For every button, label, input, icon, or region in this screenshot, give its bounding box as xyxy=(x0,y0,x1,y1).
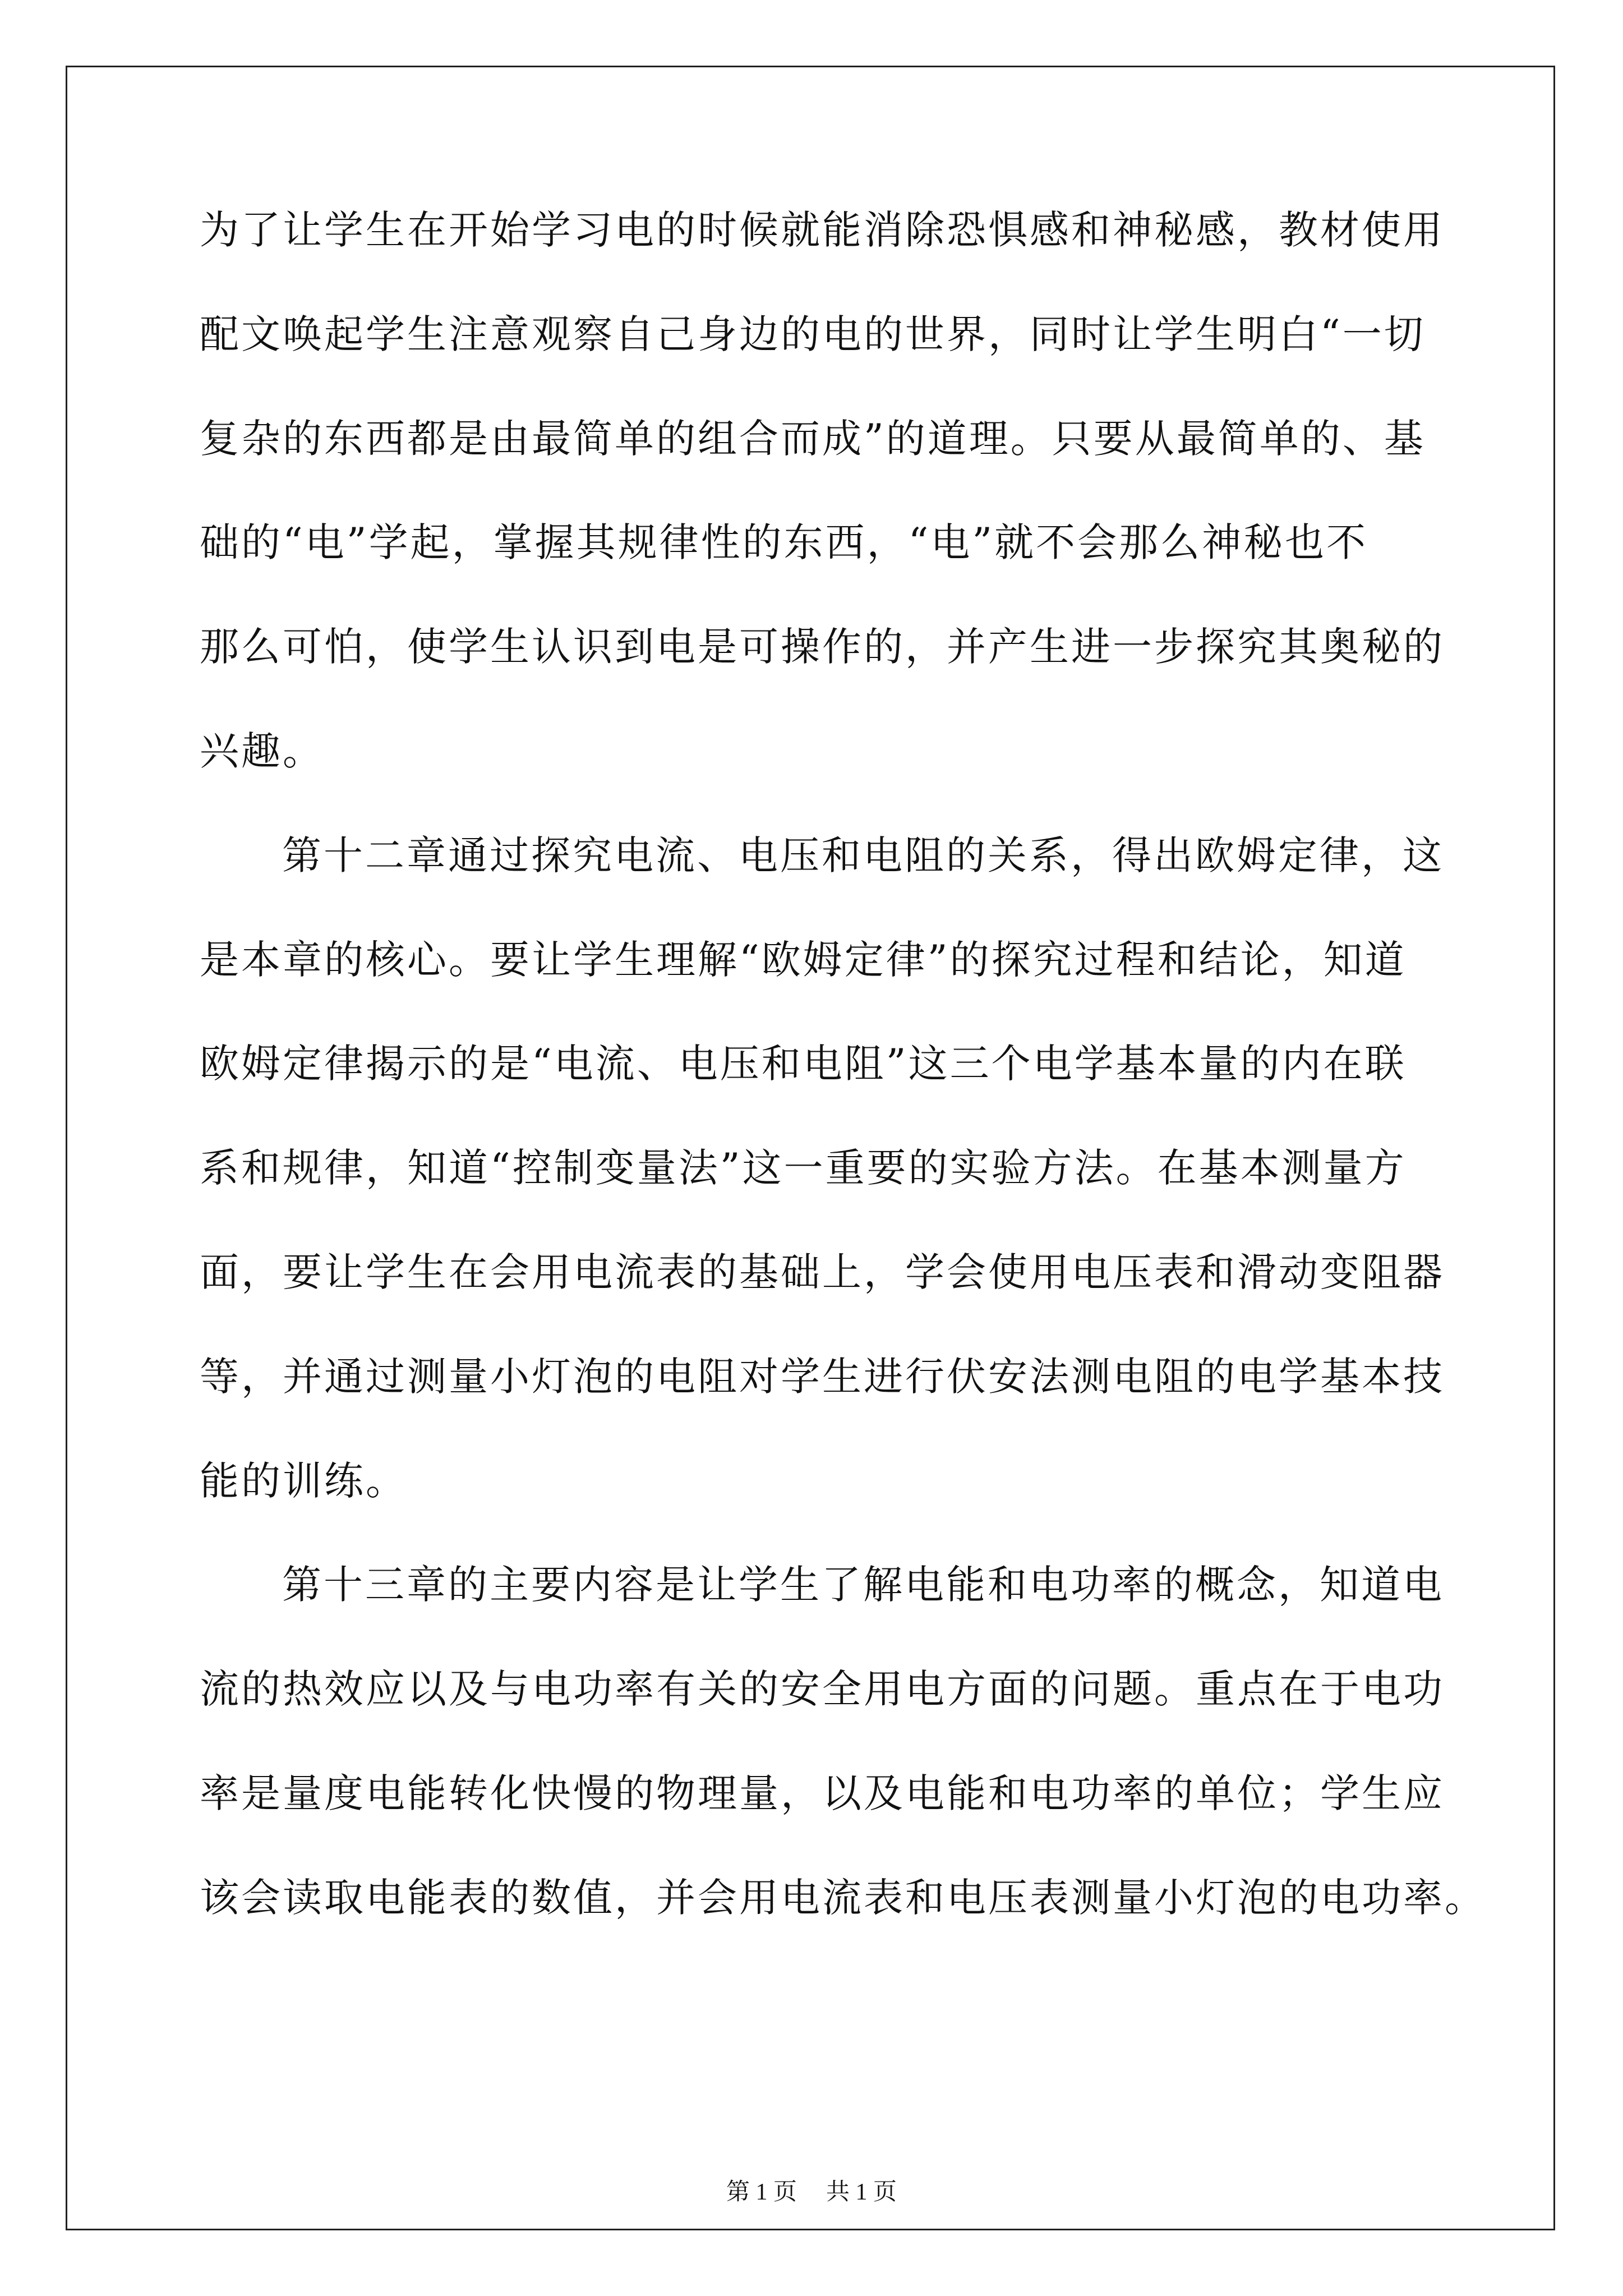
page-footer xyxy=(0,2175,1623,2209)
page-number: 第 1 页 xyxy=(726,2179,797,2205)
text-line: 那么可怕，使学生认识到电是可操作的，并产生进一步探究其奥秘的 xyxy=(200,624,1445,670)
text-line: 第十三章的主要内容是让学生了解电能和电功率的概念，知道电 xyxy=(282,1562,1444,1608)
text-line: 面，要让学生在会用电流表的基础上，学会使用电压表和滑动变阻器 xyxy=(200,1249,1445,1295)
text-line: 能的训练。 xyxy=(200,1458,407,1504)
text-line: 流的热效应以及与电功率有关的安全用电方面的问题。重点在于电功 xyxy=(200,1666,1445,1712)
text-line: 配文唤起学生注意观察自己身边的电的世界，同时让学生明白“一切 xyxy=(200,311,1426,357)
text-line: 兴趣。 xyxy=(200,728,324,774)
text-line: 该会读取电能表的数值，并会用电流表和电压表测量小灯泡的电功率。 xyxy=(200,1875,1486,1921)
text-line: 复杂的东西都是由最简单的组合而成”的道理。只要从最简单的、基 xyxy=(200,416,1426,462)
text-line: 第十二章通过探究电流、电压和电阻的关系，得出欧姆定律，这 xyxy=(282,832,1444,878)
text-line: 等，并通过测量小灯泡的电阻对学生进行伏安法测电阻的电学基本技 xyxy=(200,1354,1445,1400)
text-line: 为了让学生在开始学习电的时候就能消除恐惧感和神秘感，教材使用 xyxy=(200,207,1445,253)
text-line: 是本章的核心。要让学生理解“欧姆定律”的探究过程和结论，知道 xyxy=(200,937,1407,983)
text-line: 系和规律，知道“控制变量法”这一重要的实验方法。在基本测量方 xyxy=(200,1145,1407,1191)
text-line: 础的“电”学起，掌握其规律性的东西，“电”就不会那么神秘也不 xyxy=(200,519,1368,565)
text-line: 欧姆定律揭示的是“电流、电压和电阻”这三个电学基本量的内在联 xyxy=(200,1041,1407,1087)
text-line: 率是量度电能转化快慢的物理量，以及电能和电功率的单位；学生应 xyxy=(200,1770,1445,1816)
page-total: 共 1 页 xyxy=(826,2179,897,2205)
